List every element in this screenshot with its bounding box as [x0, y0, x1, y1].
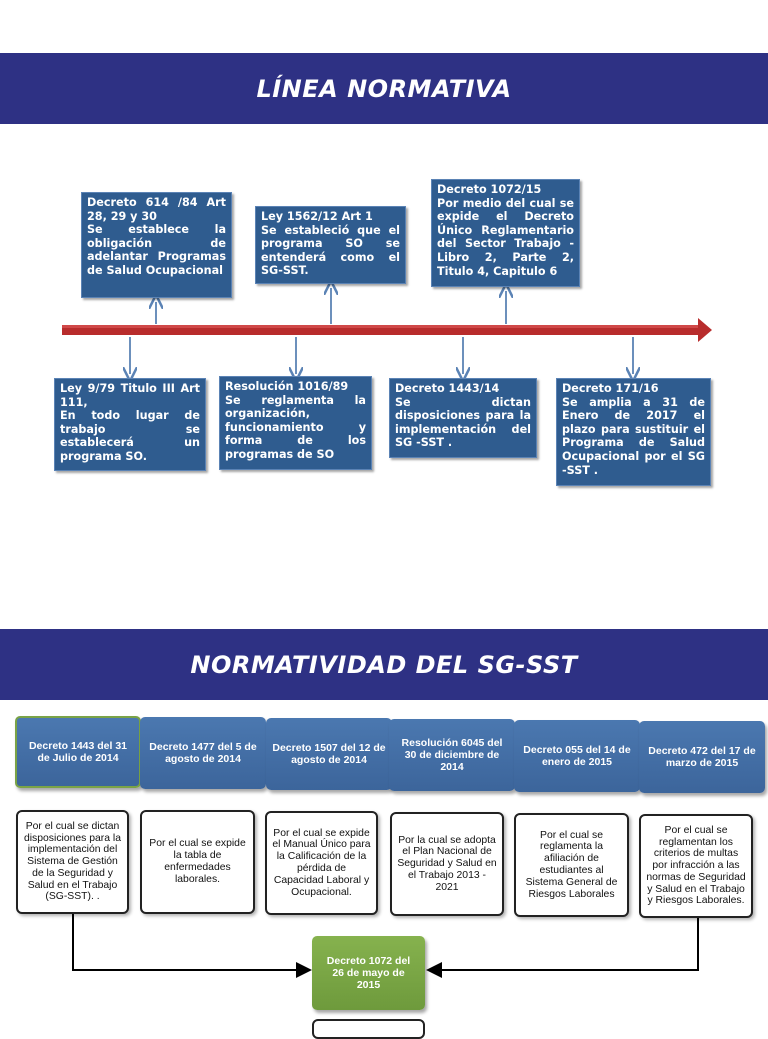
decree-box-1443: Decreto 1443 del 31 de Julio de 2014 [15, 716, 141, 788]
next-box-partial [312, 1019, 425, 1039]
decree-description-472: Por el cual se reglamentan los criterios de multas por infracción a las normas de Seguridad y Salud en el Trabajo y Riesgos Laborales. [639, 814, 753, 918]
timeline-item-resolucion-1016: Resolución 1016/89 Se reglamenta la organización, funcionamiento y forma de los programas de SO [219, 376, 372, 470]
decree-box-1507: Decreto 1507 del 12 de agosto de 2014 [266, 718, 392, 790]
decree-box-1477: Decreto 1477 del 5 de agosto de 2014 [140, 717, 266, 789]
section-title-normatividad: NORMATIVIDAD DEL SG-SST [0, 629, 768, 700]
decree-box-055: Decreto 055 del 14 de enero de 2015 [514, 720, 640, 792]
timeline-item-decreto-171: Decreto 171/16 Se amplia a 31 de Enero de 2017 el plazo para sustituir el Programa de Salud Ocupacional por el SG -SST . [556, 378, 711, 486]
connector-left-to-result [73, 913, 310, 970]
connector-right-to-result [428, 918, 698, 970]
page-title-linea-normativa: LÍNEA NORMATIVA [0, 53, 768, 124]
decree-box-472: Decreto 472 del 17 de marzo de 2015 [639, 721, 765, 793]
decree-description-resolucion-6045: Por la cual se adopta el Plan Nacional de Seguridad y Salud en el Trabajo 2013 - 2021 [390, 812, 504, 916]
timeline-item-decreto-1443: Decreto 1443/14 Se dictan disposiciones para la implementación del SG -SST . [389, 378, 537, 458]
decree-box-resolucion-6045: Resolución 6045 del 30 de diciembre de 2014 [389, 719, 515, 791]
timeline-item-ley-9-79: Ley 9/79 Titulo III Art 111, En todo lugar de trabajo se establecerá un programa SO. [54, 378, 206, 471]
decree-description-1507: Por el cual se expide el Manual Único para la Calificación de la pérdida de Capacidad Laboral y Ocupacional. [265, 811, 378, 915]
decree-description-055: Por el cual se reglamenta la afiliación de estudiantes al Sistema General de Riesgos Laborales [514, 813, 629, 917]
timeline-item-ley-1562: Ley 1562/12 Art 1 Se estableció que el programa SO se entenderá como el SG-SST. [255, 206, 406, 284]
timeline-arrow [62, 318, 712, 342]
result-box-decreto-1072: Decreto 1072 del 26 de mayo de 2015 [312, 936, 425, 1010]
decree-description-1443: Por el cual se dictan disposiciones para la implementación del Sistema de Gestión de la Seguridad y Salud en el Trabajo (SG-SST). . [16, 810, 129, 914]
decree-description-1477: Por el cual se expide la tabla de enfermedades laborales. [140, 810, 255, 914]
timeline-item-decreto-1072: Decreto 1072/15 Por medio del cual se expide el Decreto Único Reglamentario del Sector Trabajo - Libro 2, Parte 2, Titulo 4, Capitulo 6 [431, 179, 580, 287]
timeline-item-decreto-614: Decreto 614 /84 Art 28, 29 y 30 Se establece la obligación de adelantar Programas de Salud Ocupacional [81, 192, 232, 298]
